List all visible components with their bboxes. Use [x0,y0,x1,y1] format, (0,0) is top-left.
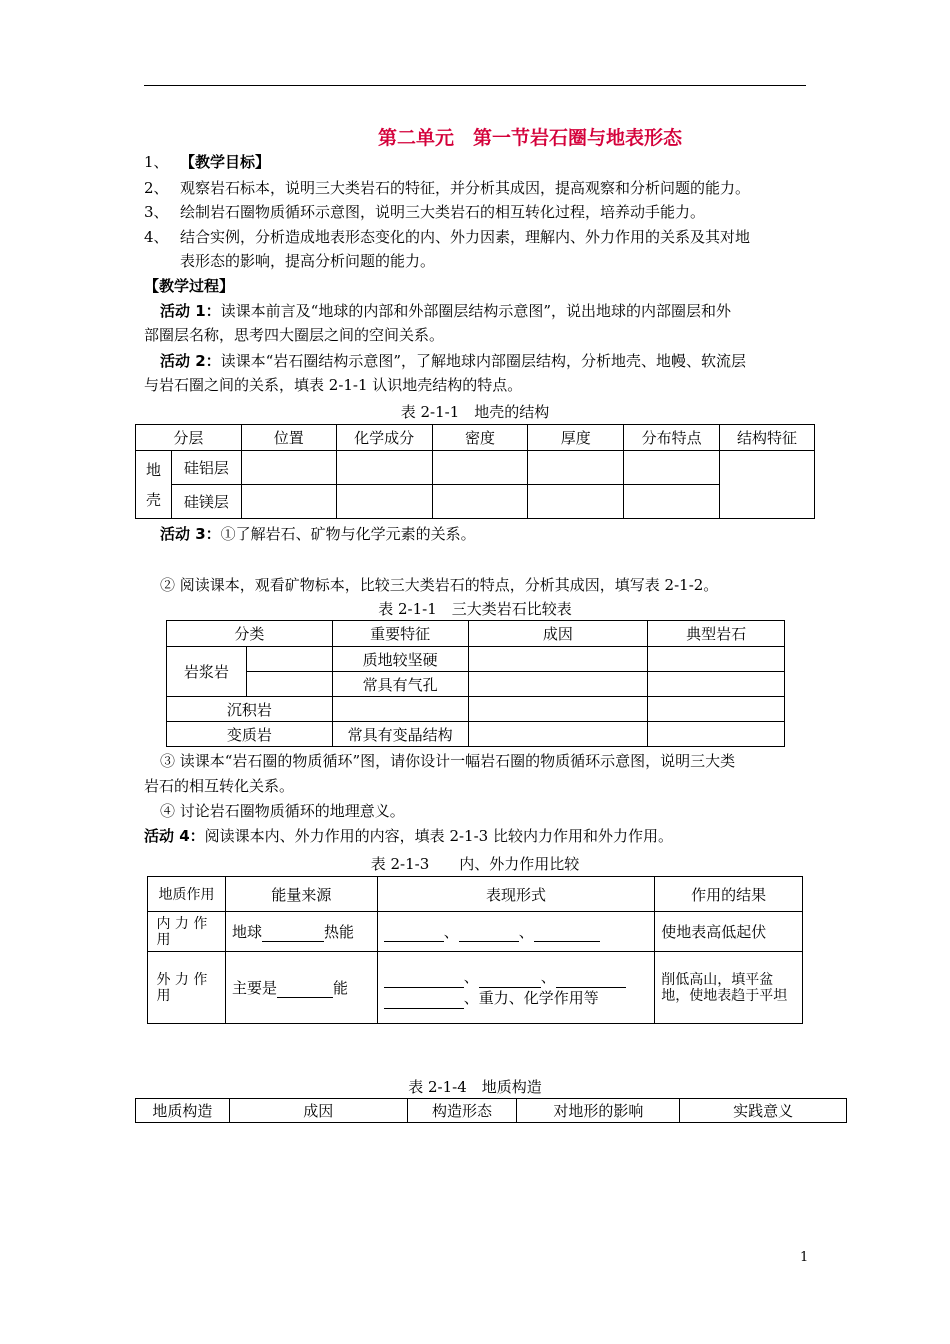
table-cell [332,697,468,722]
table-cell [432,485,528,519]
table-cell [648,697,785,722]
energy-source-cell: 地球 热能 [225,912,377,952]
blank-line [384,967,464,988]
table1-header: 密度 [432,425,528,451]
forms-cell: 、 、 、重力、化学作用等 [377,952,655,1024]
table4-header: 实践意义 [680,1099,847,1123]
blank-line [459,923,519,942]
activity-1-continued: 部圈层名称，思考四大圈层之间的空间关系。 [144,326,445,344]
table-cell [648,722,785,747]
table1-row-label: 硅镁层 [171,485,241,519]
table3-header: 作用的结果 [655,877,803,912]
table-cell [432,451,528,485]
forms-cell: 、 、 [377,912,655,952]
activity-3-step-4: ④ 讨论岩石圈物质循环的地理意义。 [160,802,405,820]
table1-caption: 表 2-1-1 地壳的结构 [400,403,550,421]
objective-3: 3、 绘制岩石圈物质循环示意图，说明三大类岩石的相互转化过程，培养动手能力。 [144,203,706,221]
table-geologic-structure [135,1098,847,1123]
table1-header: 位置 [241,425,336,451]
table1-row-label: 硅铝层 [171,451,241,485]
table-force-comparison [147,876,803,1024]
page-number: 1 [800,1250,809,1265]
objective-4: 4、 结合实例，分析造成地表形态变化的内、外力因素，理解内、外力作用的关系及其对地 [144,228,751,246]
table1-header: 化学成分 [336,425,432,451]
table2-caption: 表 2-1-1 三大类岩石比较表 [378,600,572,618]
table1-header: 结构特征 [720,425,815,451]
blank-line [262,923,324,942]
table2-header: 典型岩石 [648,621,785,647]
header-rule [144,85,806,86]
activity-2-continued: 与岩石圈之间的关系，填表 2-1-1 认识地壳结构的特点。 [144,376,523,394]
activity-4: 活动 4：阅读课本内、外力作用的内容，填表 2-1-3 比较内力作用和外力作用。 [144,827,673,845]
table-cell [468,647,648,672]
table-cell [648,647,785,672]
blank-line [277,979,333,998]
blank-line [556,967,626,988]
table-cell: 常具有气孔 [332,672,468,697]
objective-4-continued: 表形态的影响，提高分析问题的能力。 [180,252,436,270]
blank-line [384,988,464,1009]
table-cell [336,485,432,519]
table-cell [720,451,815,519]
page-title: 第二单元 第一节岩石圈与地表形态 [377,127,682,149]
table-cell [246,672,332,697]
table-cell: 质地较坚硬 [332,647,468,672]
table3-header: 能量来源 [225,877,377,912]
objectives-heading: 【教学目标】 [180,153,271,171]
table4-header: 成因 [229,1099,407,1123]
table3-header: 表现形式 [377,877,655,912]
table4-header: 地质构造 [136,1099,230,1123]
table1-header: 厚度 [528,425,624,451]
table-cell [241,485,336,519]
activity-2: 活动 2：读课本“岩石圈结构示意图”，了解地球内部圈层结构，分析地壳、地幔、软流层 [160,352,747,370]
table-cell [246,647,332,672]
table-cell [336,451,432,485]
table2-header: 重要特征 [332,621,468,647]
table-cell [468,722,648,747]
table1-group-label: 地壳 [136,451,172,519]
table-cell [624,485,720,519]
table2-row-label: 沉积岩 [167,697,333,722]
table3-caption: 表 2-1-3 内、外力作用比较 [370,855,580,873]
table2-header: 分类 [167,621,333,647]
process-heading: 【教学过程】 [144,277,235,295]
table3-row-label: 内 力 作用 [148,912,226,952]
table-cell [648,672,785,697]
result-cell: 使地表高低起伏 [655,912,803,952]
objective-2: 2、 观察岩石标本，说明三大类岩石的特征，并分析其成因，提高观察和分析问题的能力。 [144,179,751,197]
table-cell [528,451,624,485]
blank-line [479,967,541,988]
table4-caption: 表 2-1-4 地质构造 [408,1078,542,1096]
table2-row-label: 变质岩 [167,722,333,747]
table4-header: 构造形态 [407,1099,517,1123]
activity-3-step-3-continued: 岩石的相互转化关系。 [144,777,295,795]
table-cell [468,672,648,697]
table-cell [468,697,648,722]
table4-header: 对地形的影响 [517,1099,680,1123]
table-rock-comparison [166,620,785,747]
energy-source-cell: 主要是 能 [225,952,377,1024]
table-cell [528,485,624,519]
table2-row-label: 岩浆岩 [167,647,247,697]
activity-1: 活动 1：读课本前言及“地球的内部和外部圈层结构示意图”，说出地球的内部圈层和外 [160,302,732,320]
table1-header: 分层 [136,425,242,451]
table-cell [624,451,720,485]
activity-3-step-3: ③ 读课本“岩石圈的物质循环”图，请你设计一幅岩石圈的物质循环示意图，说明三大类 [160,752,736,770]
table1-header: 分布特点 [624,425,720,451]
table2-header: 成因 [468,621,648,647]
blank-line [384,923,444,942]
table-cell: 常具有变晶结构 [332,722,468,747]
objective-1: 1、 【教学目标】 [144,153,271,171]
table3-header: 地质作用 [148,877,226,912]
activity-3-step-2: ② 阅读课本，观看矿物标本，比较三大类岩石的特点，分析其成因，填写表 2-1-2。 [160,576,719,594]
result-cell: 削低高山，填平盆地，使地表趋于平坦 [655,952,803,1024]
table-crust-structure [135,424,815,519]
blank-line [534,923,600,942]
table-cell [241,451,336,485]
table3-row-label: 外 力 作用 [148,952,226,1024]
activity-3: 活动 3：①了解岩石、矿物与化学元素的关系。 [160,525,476,543]
